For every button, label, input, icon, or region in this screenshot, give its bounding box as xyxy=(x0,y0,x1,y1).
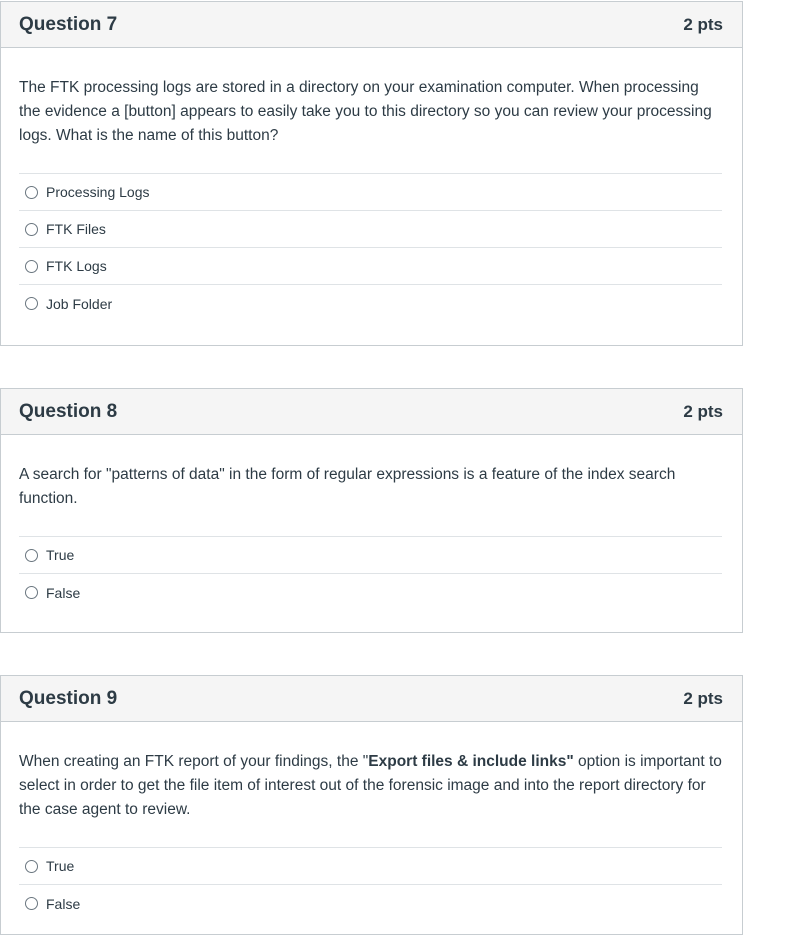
question-header xyxy=(1,389,742,435)
question-7 xyxy=(0,1,743,346)
question-title: Question 8 xyxy=(19,400,118,422)
radio-button[interactable] xyxy=(25,586,38,599)
radio-button[interactable] xyxy=(25,260,38,273)
question-points: 2 pts xyxy=(683,401,723,421)
radio-button[interactable] xyxy=(25,223,38,236)
answer-option-ftk-files[interactable] xyxy=(19,211,722,248)
question-text-after: option is important to select in order to get the file item of interest out of the forensic image and into the report directory for the case agent to review. xyxy=(19,753,722,818)
radio-button[interactable] xyxy=(25,186,38,199)
radio-button[interactable] xyxy=(25,860,38,873)
answer-option-true[interactable] xyxy=(19,537,722,574)
answer-label: False xyxy=(46,584,81,601)
answer-label: FTK Files xyxy=(46,221,106,237)
question-title: Question 9 xyxy=(19,687,118,709)
question-points: 2 pts xyxy=(683,14,723,34)
question-text-before: When creating an FTK report of your findings, the " xyxy=(19,753,369,770)
question-text-bold: Export files & include links" xyxy=(368,753,574,770)
answer-label: Job Folder xyxy=(46,295,113,312)
question-body xyxy=(1,722,742,922)
answer-label: True xyxy=(46,858,75,874)
radio-button[interactable] xyxy=(25,897,38,910)
question-8 xyxy=(0,388,743,633)
question-text xyxy=(19,750,723,822)
answer-option-processing-logs[interactable] xyxy=(19,174,722,211)
question-title: Question 7 xyxy=(19,13,118,35)
radio-button[interactable] xyxy=(25,549,38,562)
question-text: The FTK processing logs are stored in a directory on your examination computer. When processing the evidence a [button] appears to easily take you to this directory so you can review your processing logs. What is the name of this button? xyxy=(19,79,712,144)
question-9 xyxy=(0,675,743,935)
question-header xyxy=(1,676,742,722)
question-text: A search for "patterns of data" in the form of regular expressions is a feature of the index search function. xyxy=(19,466,676,507)
answer-label: FTK Logs xyxy=(46,258,107,274)
answer-option-true[interactable] xyxy=(19,848,722,885)
question-points: 2 pts xyxy=(683,688,723,708)
answer-option-false[interactable] xyxy=(19,574,722,611)
answer-option-job-folder[interactable] xyxy=(19,285,722,322)
question-body xyxy=(1,435,742,611)
answer-list xyxy=(19,847,722,922)
radio-button[interactable] xyxy=(25,297,38,310)
question-body xyxy=(1,48,742,322)
answer-label: Processing Logs xyxy=(46,184,150,200)
answer-list xyxy=(19,536,722,611)
answer-list xyxy=(19,173,722,322)
answer-label: True xyxy=(46,547,75,563)
answer-option-ftk-logs[interactable] xyxy=(19,248,722,285)
answer-option-false[interactable] xyxy=(19,885,722,922)
question-header xyxy=(1,2,742,48)
answer-label: False xyxy=(46,895,81,912)
